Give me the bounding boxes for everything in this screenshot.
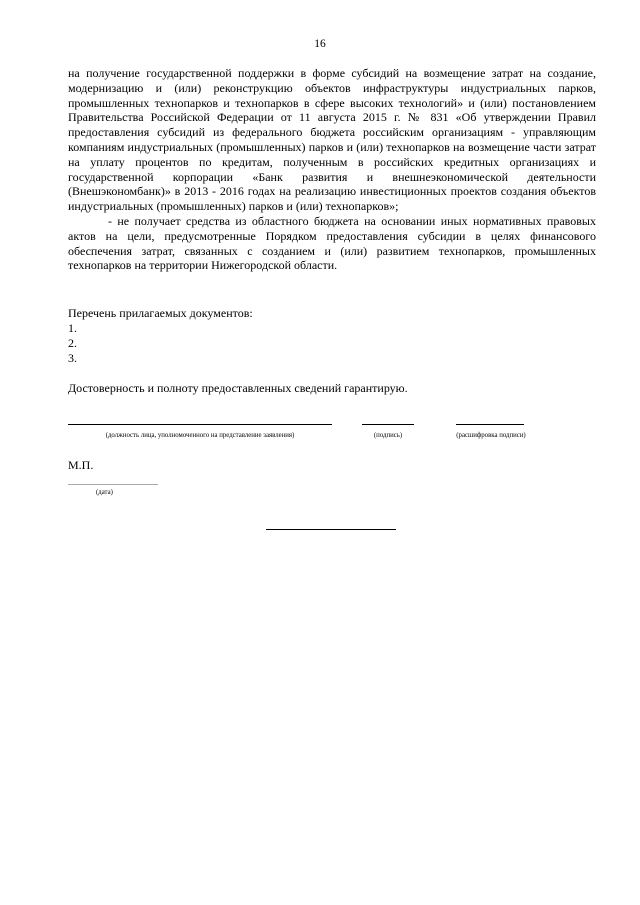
signature-caption: (подпись) <box>373 432 403 439</box>
list-item: 2. <box>68 336 77 350</box>
list-item: 3. <box>68 351 77 365</box>
stamp-place: М.П. <box>68 458 94 472</box>
guarantee-statement: Достоверность и полноту предоставленных сведений гарантирую. <box>68 381 408 395</box>
paragraph-subsidy-conditions: на получение государственной поддержки в форме субсидий на возмещение затрат на создание, модернизацию и (или) реконструкцию объектов инфраструктуры индустриальных парков, промышленных технопарков и технопарков в сфере высоких технологий» и (или) постановлением Правительства Российской Федерации от 11 августа 2015 г. № 831 «Об утверждении Правил предоставления субсидий из федерального бюджета российским организациям - управляющим компаниям индустриальных (промышленных) парков и (или) технопарков на возмещение части затрат на уплату процентов по кредитам, полученным в российских кредитных организациях и государственной корпорации «Банк развития и внешнеэкономической деятельности (Внешэкономбанк)» в 2013 - 2016 годах на реализацию инвестиционных проектов создания объектов индустриальных (промышленных) парков и (или) технопарков»; <box>68 66 596 214</box>
paragraph-regional-budget: - не получает средства из областного бюджета на основании иных нормативных правовых актов на цели, предусмотренные Порядком предоставления субсидии в целях финансового обеспечения затрат, связанных с созданием и (или) развитием технопарков, промышленных технопарков на территории Нижегородской области. <box>68 213 596 273</box>
decoding-line <box>456 424 524 425</box>
position-caption: (должность лица, уполномоченного на представление заявления) <box>105 432 295 439</box>
decoding-caption: (расшифровка подписи) <box>456 432 526 439</box>
body-text <box>68 66 596 273</box>
position-line <box>68 424 332 425</box>
signature-line <box>362 424 414 425</box>
list-item: 1. <box>68 321 77 335</box>
documents-list-title: Перечень прилагаемых документов: <box>68 306 253 320</box>
page-number: 16 <box>314 38 326 50</box>
documents-list <box>68 321 77 366</box>
date-line <box>68 484 158 485</box>
end-rule <box>266 529 396 530</box>
date-caption: (дата) <box>96 489 113 496</box>
